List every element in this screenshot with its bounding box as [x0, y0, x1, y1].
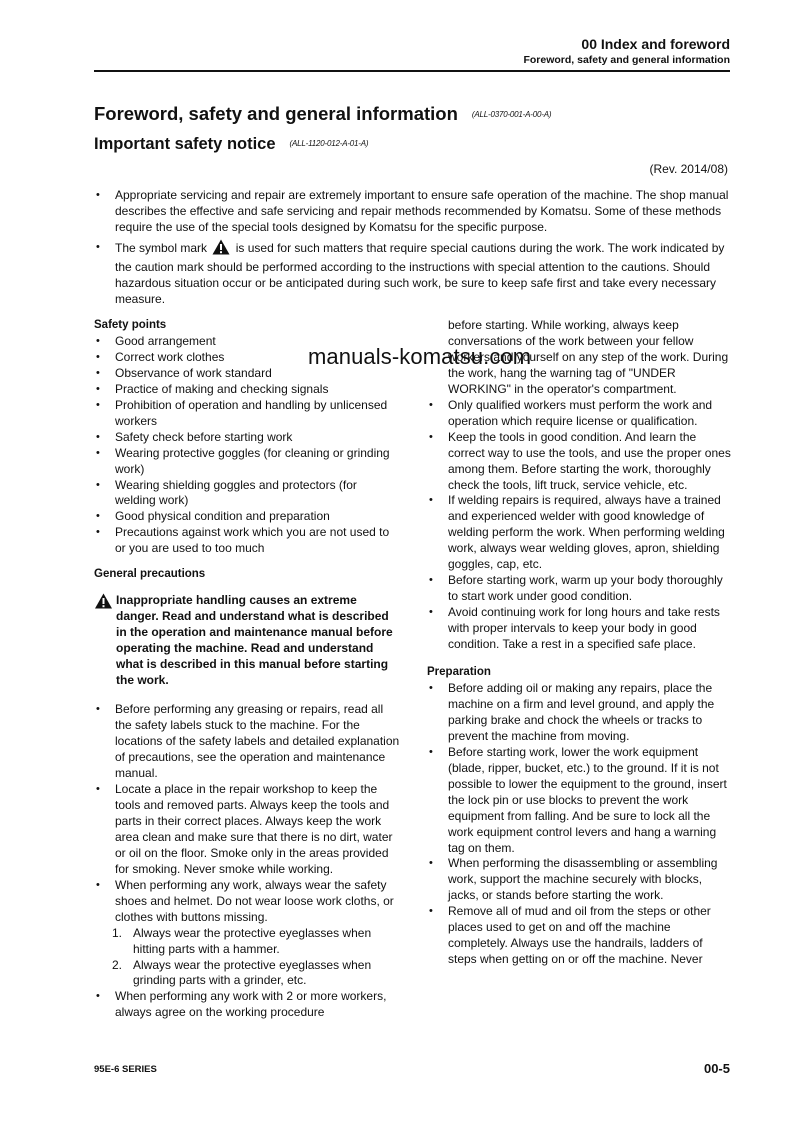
- chapter-title: 00 Index and foreword: [581, 36, 730, 52]
- intro-symbol-before: The symbol mark: [115, 241, 208, 255]
- preparation-list: [427, 681, 733, 968]
- list-item: • Locate a place in the repair workshop to keep the tools and removed parts. Always keep the tools and parts in their correct places. Always keep the work area clean and make sure that there is no dirt, water or oil on the floor. Smoke only in the areas provided for smoking. Never smoke while working.: [94, 782, 400, 878]
- footer-page-number: 00-5: [703, 1061, 730, 1076]
- general-precautions-heading: General precautions: [94, 568, 206, 581]
- watermark: manuals-komatsu.com: [308, 344, 532, 369]
- subtitle-text: Important safety notice: [94, 135, 276, 153]
- list-item: • Correct work clothes: [94, 350, 400, 366]
- list-item: • Remove all of mud and oil from the steps or other places used to get on and off the machine completely. Always use the handrails, ladders of steps when getting on or off the machine. Never: [427, 904, 733, 968]
- subtitle: [94, 135, 368, 154]
- list-item: • Avoid continuing work for long hours and take rests with proper intervals to keep your body in good condition. Take a rest in a specified safe place.: [427, 605, 733, 653]
- subtitle-code: (ALL-1120-012-A-01-A): [289, 139, 369, 148]
- safety-points-heading: Safety points: [94, 319, 167, 331]
- general-precautions-list: [94, 702, 400, 925]
- list-item: • Appropriate servicing and repair are extremely important to ensure safe operation of the machine. The shop manual describes the effective and safe servicing and repair methods recommended by Komatsu. Some of these methods require the use of the special tools designed by Komatsu for the specific purpose.: [94, 187, 734, 235]
- list-item: • Observance of work standard: [94, 366, 400, 382]
- preparation-heading: Preparation: [427, 666, 491, 679]
- intro-symbol-after: is used for such matters that require special cautions during the work. The work indicated by the caution mark should be performed according to the instructions with special attention to the cautions. Should hazardous situation occur or be anticipated during such work, be sure to keep safe first and take every necessary measure.: [115, 241, 725, 306]
- list-item: • Good physical condition and preparation: [94, 509, 400, 525]
- list-item: • Precautions against work which you are not used to or you are used to too much: [94, 525, 400, 557]
- list-item: • Wearing protective goggles (for cleaning or grinding work): [94, 446, 400, 478]
- numbered-item: 1. Always wear the protective eyeglasses when hitting parts with a hammer.: [94, 926, 400, 958]
- warning-triangle-icon: [94, 593, 113, 609]
- header-rule: [94, 70, 730, 72]
- list-item: • Prohibition of operation and handling by unlicensed workers: [94, 398, 400, 430]
- list-item: • Before starting work, lower the work equipment (blade, ripper, bucket, etc.) to the ground. If it is not possible to lower the equipment to the ground, insert the lock pin or use blocks to prevent the work equipment from falling. And be sure to lock all the work equipment control levers and hang a warning tag on them.: [427, 745, 733, 857]
- list-item: [94, 239, 734, 307]
- warning-triangle-icon: [212, 239, 230, 259]
- page-title-code: (ALL-0370-001-A-00-A): [471, 110, 552, 119]
- list-item: • Good arrangement: [94, 334, 400, 350]
- list-item: • When performing any work with 2 or more workers, always agree on the working procedure: [94, 989, 400, 1021]
- footer-series: 95E-6 SERIES: [94, 1064, 157, 1075]
- section-title: Foreword, safety and general information: [523, 54, 730, 66]
- list-item: • If welding repairs is required, always have a trained and experienced welder with good knowledge of welding perform the work. When performing welding work, always wear welding gloves, apron, shielding goggles, cap, etc.: [427, 493, 733, 573]
- list-item: • Before performing any greasing or repairs, read all the safety labels stuck to the machine. For the locations of the safety labels and detailed explanation of precautions, see the operation and maintenance manual.: [94, 702, 400, 782]
- general-precautions-list-continued: [94, 989, 400, 1021]
- list-item: • Only qualified workers must perform the work and operation which require license or qualification.: [427, 398, 733, 430]
- page-title: [94, 103, 551, 125]
- page-title-text: Foreword, safety and general information: [94, 103, 458, 124]
- left-column: [94, 318, 400, 1021]
- numbered-item: 2. Always wear the protective eyeglasses when grinding parts with a grinder, etc.: [94, 958, 400, 990]
- right-column: [427, 318, 733, 968]
- danger-warning-text: Inappropriate handling causes an extreme danger. Read and understand what is described in the operation and maintenance manual before operating the machine. Read and understand what is described in this manual before starting the work.: [116, 593, 393, 688]
- list-item: • Wearing shielding goggles and protectors (for welding work): [94, 478, 400, 510]
- page-header: [523, 36, 730, 67]
- revision-label: (Rev. 2014/08): [649, 162, 728, 176]
- list-item: • Before starting work, warm up your body thoroughly to start work under good condition.: [427, 573, 733, 605]
- safety-points-list: [94, 334, 400, 557]
- general-precautions-list-right: [427, 398, 733, 653]
- protective-eyeglasses-list: [94, 926, 400, 990]
- list-item: • Safety check before starting work: [94, 430, 400, 446]
- intro-section: [94, 187, 734, 311]
- danger-warning: [94, 592, 400, 688]
- list-item: • When performing the disassembling or assembling work, support the machine securely with blocks, jacks, or stands before starting the work.: [427, 856, 733, 904]
- intro-list: [94, 187, 734, 307]
- list-item: • When performing any work, always wear the safety shoes and helmet. Do not wear loose work cloths, or clothes with buttons missing.: [94, 878, 400, 926]
- list-item: • Keep the tools in good condition. And learn the correct way to use the tools, and use the proper ones among them. Before starting the work, thoroughly check the tools, lift truck, service vehicle, etc.: [427, 430, 733, 494]
- continued-paragraph: before starting. While working, always keep conversations of the work between your fellow workers and yourself on any step of the work. During the work, hang the warning tag of "UNDER WORKING" in the operator's compartment.: [448, 318, 729, 396]
- list-item: • Before adding oil or making any repairs, place the machine on a firm and level ground, and apply the parking brake and chock the wheels or tracks to prevent the machine from moving.: [427, 681, 733, 745]
- list-item: • Practice of making and checking signals: [94, 382, 400, 398]
